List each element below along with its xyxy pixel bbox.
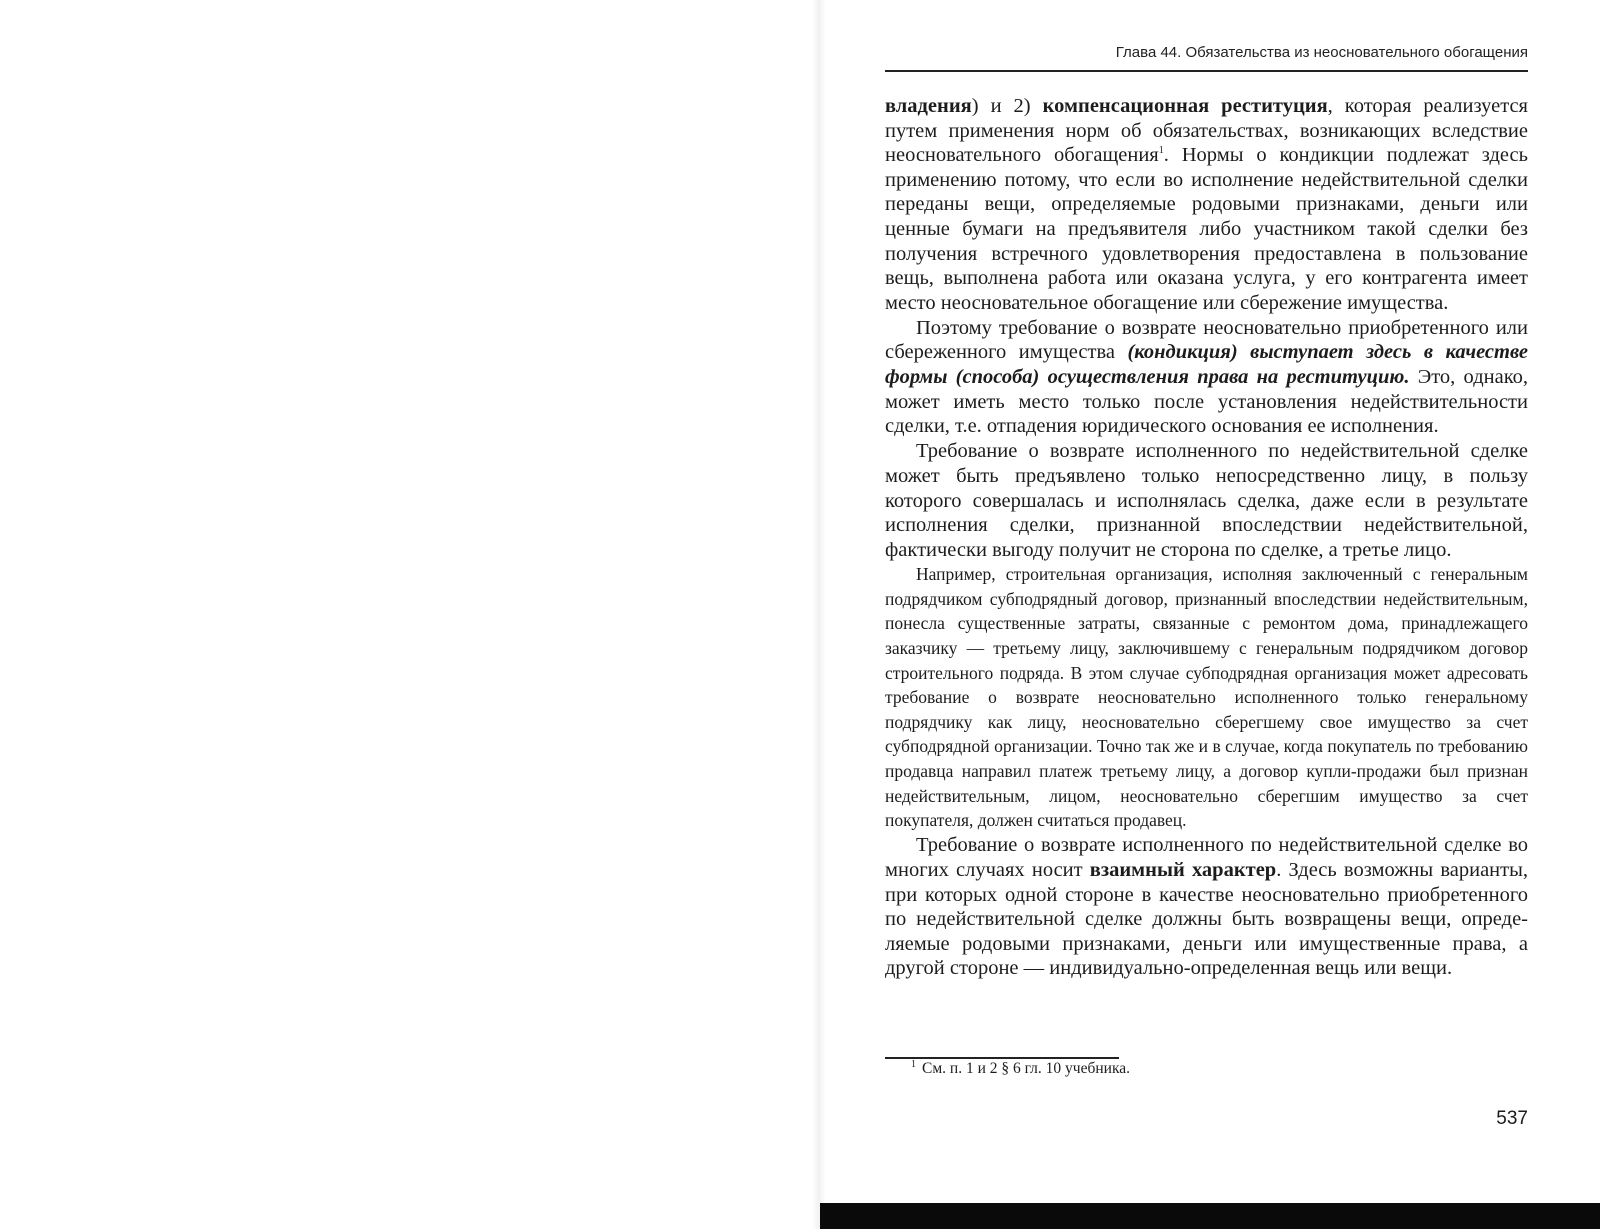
- bold-term: взаимный характер: [1089, 858, 1277, 881]
- footnote-rule: [885, 1057, 1119, 1059]
- paragraph-2: [885, 316, 1528, 439]
- text-run: Поэтому требование о возврате неосновательно приобретенного или сбереженного имущества: [885, 316, 1528, 364]
- text-run: ) и 2): [971, 95, 1043, 117]
- text-run: Это, однако, может иметь место только после установления недействительности сделки, т.е. отпадения юридического основания ее исполнения.: [885, 366, 1528, 438]
- bold-term: владения: [885, 95, 972, 117]
- book-gutter: [812, 0, 826, 1229]
- paragraph-1: [885, 94, 1528, 315]
- paragraph-5: [885, 833, 1528, 981]
- text-run: . Нормы о кондикции подлежат здесь применению потому, что если во исполнение недействительной сделки переданы вещи, определяемые родовыми признаками, деньги или ценные бумаги на предъявителя либо участником такой сделки без получения встречного удовлетворения предоставлена в пользование вещь, выполнена работа или оказана услуга, у его контрагента имеет место неосновательное обогащение или сбережение имущества.: [885, 144, 1528, 314]
- bold-term: компенсационная реституция: [1042, 95, 1328, 117]
- header-rule: [885, 70, 1528, 72]
- running-header: Глава 44. Обязательства из неосновательного обогащения: [1115, 44, 1528, 61]
- page-number: 537: [1496, 1108, 1528, 1129]
- body-text: [885, 94, 1528, 981]
- text-run: , которая реализуется путем применения норм об обязательствах, возникающих вследствие неосновательного обогащения: [885, 95, 1528, 167]
- bold-italic-phrase: (кондикция) выступает здесь в качестве формы (способа) осуществления права на реституцию.: [885, 341, 1528, 389]
- footnote-text: См. п. 1 и 2 § 6 гл. 10 учебника.: [922, 1060, 1130, 1077]
- footnote-ref: 1: [1158, 145, 1164, 157]
- text-run: . Здесь возможны варианты, при которых одной стороне в качестве неосновательно приобретенного по недействительной сделке должны быть возвращены вещи, определяемые родовыми признаками, деньги или имущественные права, а другой стороне — индивидуально-определенная вещь или вещи.: [885, 858, 1528, 980]
- example-paragraph: Например, строительная организация, исполняя заключенный с генеральным подрядчиком субподрядный договор, признанный впоследствии недействительным, понесла существенные затраты, связанные с ремонтом дома, принадлежащего заказчику — третьему лицу, заключившему с генеральным подрядчиком договор строительного подряда. В этом случае субподрядная организация может адресовать требование о возврате неосновательно исполненного только генеральному подрядчику как лицу, неосновательно сберегшему свое имущество за счет субподрядной организации. Точно так же и в случае, когда покупатель по требованию продавца направил платеж третьему лицу, а договор купли-продажи был признан недействительным, лицом, неосновательно сберегшим имущество за счет покупателя, должен считаться продавец.: [885, 564, 1528, 831]
- book-page: [885, 0, 1528, 1229]
- footnote: [911, 1060, 1130, 1078]
- text-run: Требование о возврате исполненного по недействительной сделке во многих случаях носит: [885, 834, 1528, 881]
- paragraph-3: Требование о возврате исполненного по недействительной сделке может быть предъявлено только непосредственно лицу, в пользу которого совершалась и исполнялась сделка, даже если в результате исполнения сделки, признанной впоследствии недействительной, фактически выгоду получит не сторона по сделке, а третье лицо.: [885, 440, 1528, 561]
- footnote-marker: 1: [911, 1058, 916, 1070]
- scan-edge-bar: [820, 1203, 1600, 1229]
